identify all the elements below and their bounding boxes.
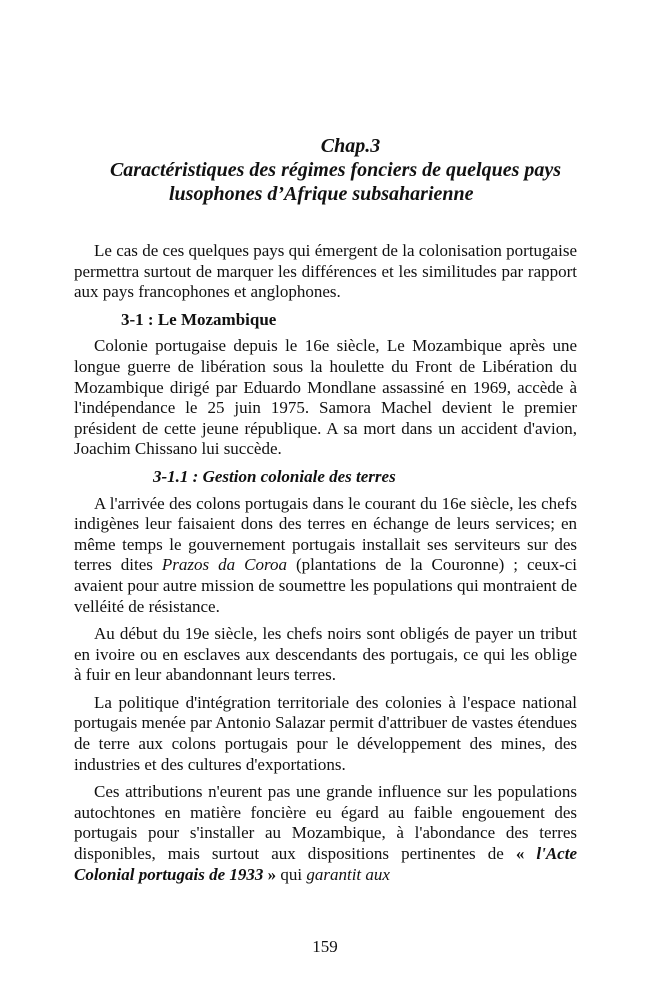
italic-continuation: garantit aux	[306, 864, 390, 884]
nineteenth-century-paragraph: Au début du 19e siècle, les chefs noirs sont obligés de payer un tribut en ivoire ou en esclaves aux descendants des portugais, ce qui les oblige à fuir en leur abandonnant leurs terres.	[74, 624, 577, 685]
salazar-policy-paragraph: La politique d'intégration territoriale des colonies à l'espace national portugais menée par Antonio Salazar permit d'attribuer de vastes étendues de terre aux colons portugais pour le développement des mines, des industries et des cultures d'exportations.	[74, 692, 577, 774]
paragraph-text: qui	[276, 864, 307, 884]
acte-colonial-citation: l'Acte Colonial portugais de 1933	[74, 844, 577, 884]
chapter-label: Chap.3	[320, 135, 381, 157]
paragraph-text: (plantations de la Couronne) ; ceux-ci avaient pour autre mission de soumettre les populations qui montraient de velléité de résistance.	[74, 555, 578, 616]
prazos-term: Prazos da Coroa	[161, 555, 287, 575]
paragraph-text: A l'arrivée des colons portugais dans le courant du 16e siècle, les chefs indigènes leur faisaient dons des terres en échange de leurs services; en même temps le gouvernement portugais installait ses serviteurs sur des terres dites	[74, 493, 577, 575]
quote-open: «	[515, 844, 537, 864]
section-heading-3-1: 3-1 : Le Mozambique	[121, 309, 277, 329]
intro-paragraph: Le cas de ces quelques pays qui émergent de la colonisation portugaise permettra surtout de marquer les différences et les similitudes par rapport aux pays francophones et anglophones.	[74, 241, 577, 302]
page-number: 159	[312, 937, 338, 956]
attributions-paragraph	[74, 782, 577, 885]
subsection-heading-3-1-1: 3-1.1 : Gestion coloniale des terres	[153, 466, 396, 486]
quote-close: »	[263, 864, 277, 884]
chapter-title-line-1: Caractéristiques des régimes fonciers de quelques pays	[109, 159, 562, 181]
chapter-title-block	[74, 134, 577, 206]
colonial-arrival-paragraph	[74, 494, 577, 618]
chapter-title-line-2: lusophones d’Afrique subsaharienne	[169, 183, 474, 205]
mozambique-history-paragraph: Colonie portugaise depuis le 16e siècle, Le Mozambique après une longue guerre de libération sous la houlette du Front de Libération du Mozambique dirigé par Eduardo Mondlane assassiné en 1969, accède à l'indépendance le 25 juin 1975. Samora Machel devient le premier président de cette jeune république. A sa mort dans un accident d'avion, Joachim Chissano lui succède.	[74, 336, 577, 459]
paragraph-text: Ces attributions n'eurent pas une grande influence sur les populations autochtones en matière foncière eu égard au faible engouement des portugais pour s'installer au Mozambique, à l'abondance des terres disponibles, mais surtout aux dispositions pertinentes de	[74, 782, 577, 864]
body-text	[74, 241, 577, 892]
